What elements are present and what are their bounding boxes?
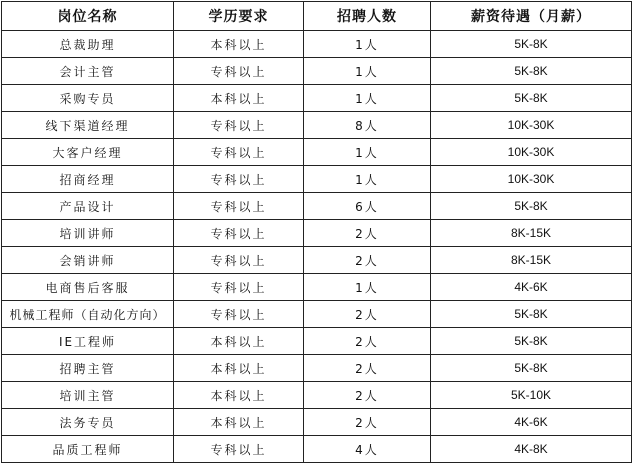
cell-salary: 5K-8K (431, 328, 632, 355)
table-row (2, 193, 632, 220)
cell-headcount: 1人 (304, 85, 431, 112)
header-position: 岗位名称 (2, 2, 174, 31)
cell-education: 本科以上 (174, 355, 304, 382)
header-headcount: 招聘人数 (304, 2, 431, 31)
cell-education: 专科以上 (174, 139, 304, 166)
table-row (2, 436, 632, 463)
cell-headcount: 2人 (304, 382, 431, 409)
cell-headcount: 6人 (304, 193, 431, 220)
cell-position: 招聘主管 (2, 355, 174, 382)
table-row (2, 247, 632, 274)
cell-salary: 8K-15K (431, 220, 632, 247)
table-row (2, 328, 632, 355)
table-row (2, 382, 632, 409)
cell-salary: 10K-30K (431, 112, 632, 139)
cell-position: 采购专员 (2, 85, 174, 112)
cell-position: 电商售后客服 (2, 274, 174, 301)
table-row (2, 355, 632, 382)
table-row (2, 85, 632, 112)
cell-education: 本科以上 (174, 31, 304, 58)
cell-education: 专科以上 (174, 220, 304, 247)
cell-position: 线下渠道经理 (2, 112, 174, 139)
cell-salary: 10K-30K (431, 166, 632, 193)
cell-education: 本科以上 (174, 85, 304, 112)
cell-education: 本科以上 (174, 328, 304, 355)
cell-education: 专科以上 (174, 166, 304, 193)
cell-headcount: 1人 (304, 274, 431, 301)
cell-position: 培训讲师 (2, 220, 174, 247)
cell-salary: 5K-8K (431, 31, 632, 58)
table-row (2, 112, 632, 139)
cell-salary: 5K-8K (431, 355, 632, 382)
cell-salary: 4K-6K (431, 274, 632, 301)
cell-headcount: 2人 (304, 409, 431, 436)
cell-position: 法务专员 (2, 409, 174, 436)
header-salary: 薪资待遇（月薪） (431, 2, 632, 31)
cell-headcount: 2人 (304, 355, 431, 382)
cell-position: 机械工程师（自动化方向） (2, 301, 174, 328)
cell-salary: 10K-30K (431, 139, 632, 166)
cell-salary: 5K-8K (431, 193, 632, 220)
cell-education: 专科以上 (174, 193, 304, 220)
table-row (2, 31, 632, 58)
cell-education: 专科以上 (174, 247, 304, 274)
cell-headcount: 2人 (304, 328, 431, 355)
cell-headcount: 1人 (304, 58, 431, 85)
cell-position: 总裁助理 (2, 31, 174, 58)
cell-headcount: 8人 (304, 112, 431, 139)
cell-salary: 5K-8K (431, 85, 632, 112)
cell-headcount: 2人 (304, 301, 431, 328)
cell-headcount: 2人 (304, 247, 431, 274)
cell-salary: 4K-6K (431, 409, 632, 436)
recruitment-table (1, 1, 632, 463)
cell-education: 本科以上 (174, 409, 304, 436)
cell-education: 专科以上 (174, 436, 304, 463)
cell-position: IE工程师 (2, 328, 174, 355)
cell-education: 本科以上 (174, 382, 304, 409)
table-row (2, 166, 632, 193)
cell-position: 大客户经理 (2, 139, 174, 166)
header-education: 学历要求 (174, 2, 304, 31)
cell-education: 专科以上 (174, 274, 304, 301)
cell-position: 产品设计 (2, 193, 174, 220)
cell-salary: 5K-8K (431, 58, 632, 85)
cell-headcount: 1人 (304, 139, 431, 166)
table-row (2, 409, 632, 436)
cell-headcount: 2人 (304, 220, 431, 247)
cell-salary: 5K-8K (431, 301, 632, 328)
cell-position: 培训主管 (2, 382, 174, 409)
cell-salary: 8K-15K (431, 247, 632, 274)
cell-education: 专科以上 (174, 58, 304, 85)
table-row (2, 301, 632, 328)
cell-education: 专科以上 (174, 112, 304, 139)
cell-headcount: 4人 (304, 436, 431, 463)
header-row (2, 2, 632, 31)
cell-position: 会计主管 (2, 58, 174, 85)
table-row (2, 139, 632, 166)
cell-position: 品质工程师 (2, 436, 174, 463)
cell-position: 招商经理 (2, 166, 174, 193)
cell-education: 专科以上 (174, 301, 304, 328)
cell-position: 会销讲师 (2, 247, 174, 274)
table-row (2, 274, 632, 301)
table-row (2, 220, 632, 247)
cell-salary: 4K-8K (431, 436, 632, 463)
cell-headcount: 1人 (304, 166, 431, 193)
cell-salary: 5K-10K (431, 382, 632, 409)
table-row (2, 58, 632, 85)
cell-headcount: 1人 (304, 31, 431, 58)
